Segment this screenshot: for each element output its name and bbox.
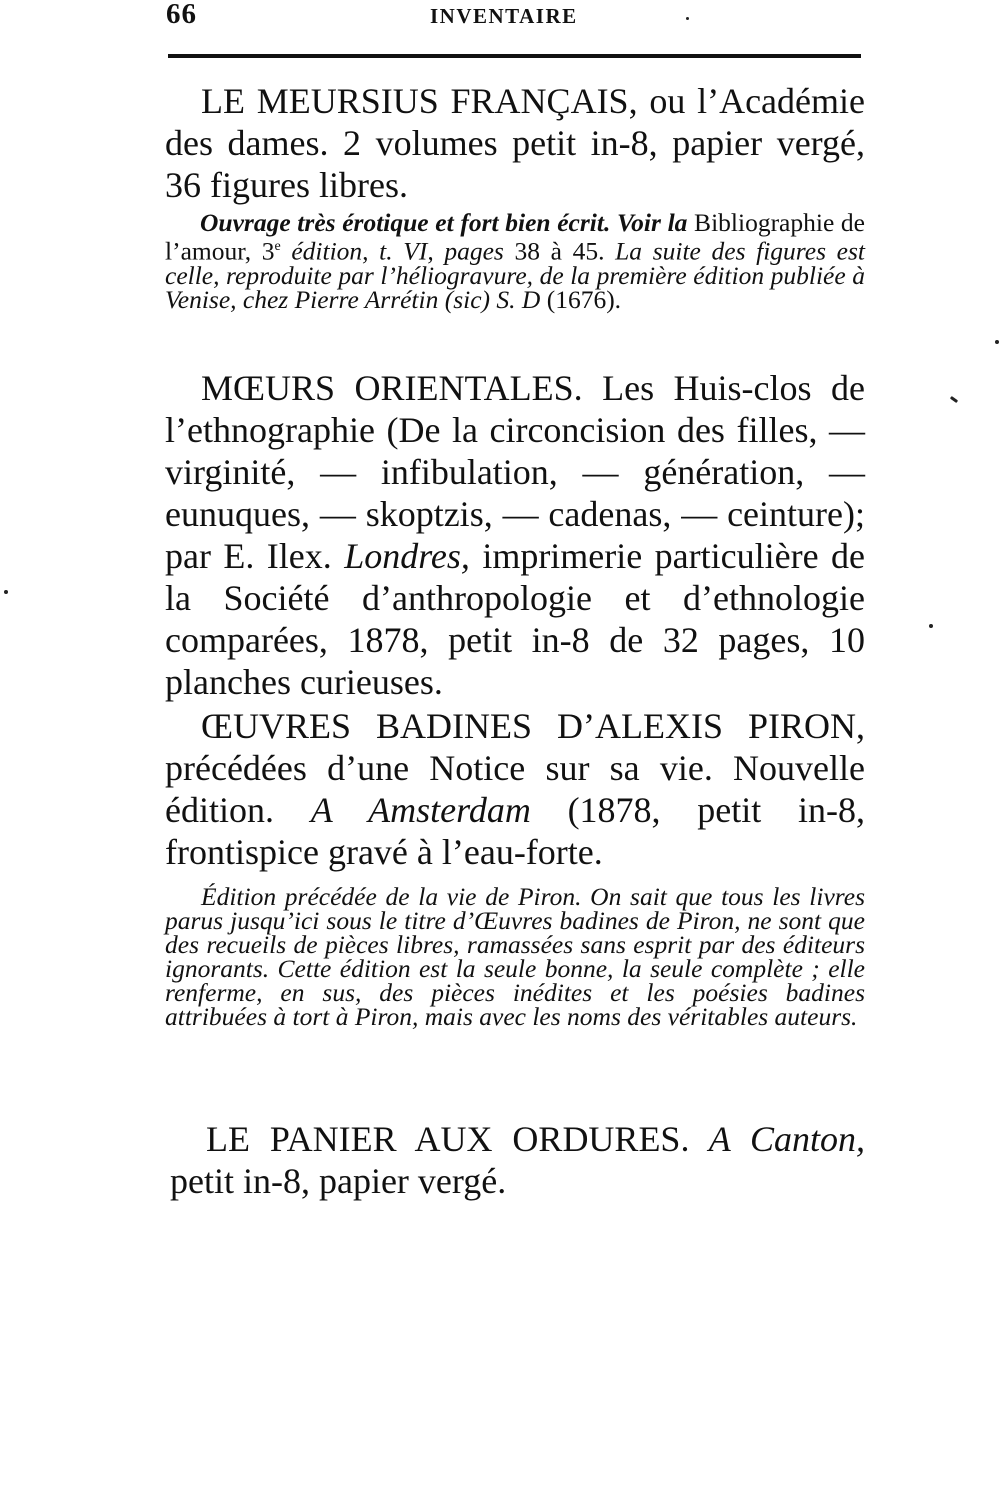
note-text: 38 à 45. (503, 236, 616, 266)
running-title: INVENTAIRE (430, 4, 578, 28)
note-oeuvres-badines: Édition précédée de la vie de Piron. On sait que tous les livres parus jusqu’ici sous le titre d’Œuvres badines de Piron, ne sont que des recueils de pièces libres, ramassées sans esprit par des éditeurs ignorants. Cette édition est la seule bonne, la seule complète ; elle renferme, en sus, des pièces inédites et les poésies badines attribuées à tort à Piron, mais avec les noms des véritables auteurs. (165, 882, 865, 1031)
note-text: La suite des figures est celle, reproduite par l’héliogravure, de la première édition publiée à Venise, chez Pierre Arrétin (sic) S. D (165, 236, 865, 314)
entry-text: précédées d’une Notice sur sa vie. Nouvelle édition. (165, 748, 865, 830)
note-text: Bibliographie de l’amour, 3 (165, 208, 866, 266)
entry-text: Les Huis-clos de l’ethnographie (De la circoncision des filles, — virginité, — infibulation, — génération, — eunuques, — skoptzis, — cadenas, — ceinture); par E. Ilex. (165, 368, 865, 576)
entry-place: A Canton, (689, 1119, 865, 1159)
entry-title: MŒURS ORIENTALES. (201, 368, 583, 408)
entry-panier-aux-ordures (170, 1118, 865, 1202)
note-text: édition, t. VI, pages (280, 236, 504, 266)
entry-title: LE MEURSIUS FRANÇAIS, (201, 81, 638, 121)
scan-speck (950, 396, 958, 403)
entry-meursius (165, 80, 865, 206)
entry-oeuvres-badines (165, 705, 865, 873)
scan-speck (4, 590, 8, 594)
note-meursius (165, 208, 866, 314)
header-rule (168, 54, 861, 58)
entry-title: ŒUVRES BADINES D’ALEXIS PIRON, (201, 706, 865, 746)
note-text: (1676). (540, 284, 622, 314)
entry-text: imprimerie particulière de la Société d’anthropologie et d’ethnologie comparées, 1878, petit in-8 de 32 pages, 10 planches curieuses. (165, 536, 865, 702)
entry-text: (1878, petit in-8, frontispice gravé à l’eau-forte. (165, 790, 866, 872)
entry-text: ou l’Académie des dames. 2 volumes petit in-8, papier vergé, 36 figures libres. (165, 81, 865, 205)
entry-title: LE PANIER AUX ORDURES. (206, 1119, 690, 1159)
page-number: 66 (166, 0, 197, 30)
entry-place: A Amsterdam (310, 790, 531, 830)
scan-speck (929, 624, 933, 628)
scan-speck (686, 17, 689, 20)
note-superscript: e (274, 239, 281, 254)
scan-speck (995, 340, 999, 344)
note-text: Ouvrage très érotique et fort bien écrit. Voir la (200, 208, 688, 237)
entry-place: Londres, (344, 536, 470, 576)
entry-moeurs-orientales (165, 367, 865, 703)
entry-text: petit in-8, papier vergé. (170, 1161, 507, 1201)
